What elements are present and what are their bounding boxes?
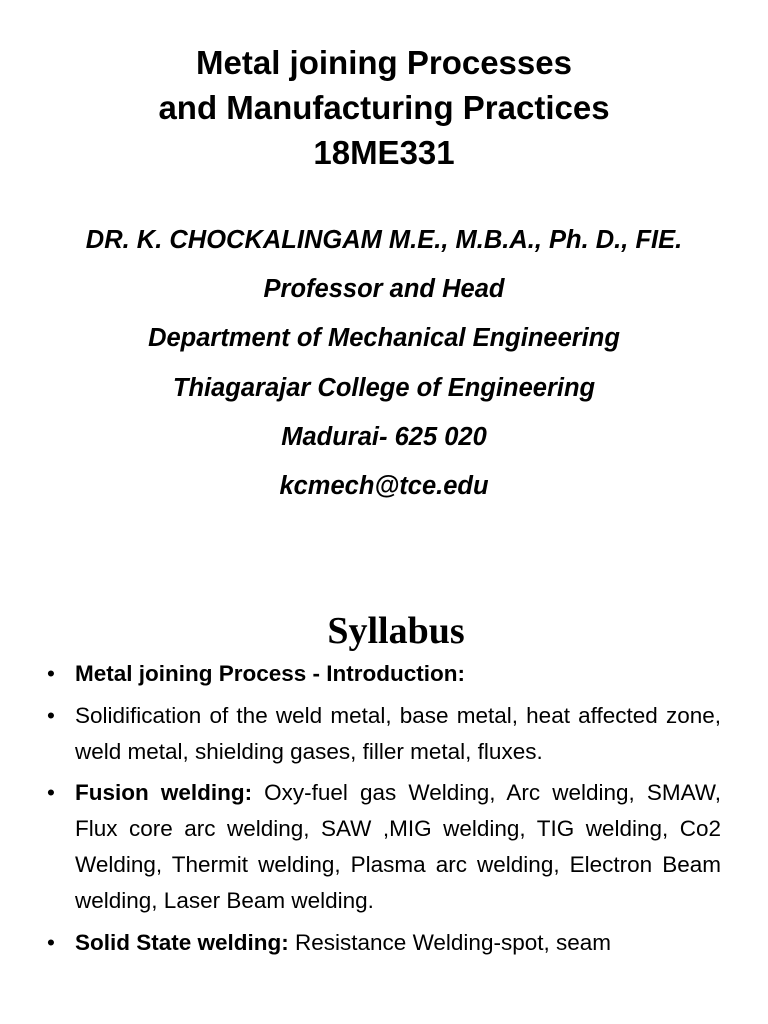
- bullet-icon: •: [47, 702, 55, 728]
- syllabus-item-text: Oxy-fuel gas Welding, Arc welding, SMAW, Flux core arc welding, SAW ,MIG welding, TIG welding, Co2 Welding, Thermit welding, Plasma arc welding, Electron Beam welding, Laser Beam welding.: [75, 780, 722, 913]
- course-title-line-2: and Manufacturing Practices: [158, 89, 610, 126]
- syllabus-item: [0, 775, 768, 918]
- syllabus-item-heading: Metal joining Process - Introduction:: [75, 661, 466, 686]
- course-title-line-1: Metal joining Processes: [196, 44, 572, 81]
- syllabus-item: [0, 925, 768, 961]
- syllabus-item-heading: Solid State welding:: [75, 929, 289, 955]
- syllabus-item-heading: Fusion welding:: [75, 780, 253, 806]
- bullet-icon: •: [47, 661, 55, 686]
- bullet-icon: •: [47, 780, 55, 806]
- syllabus-item: [0, 656, 768, 692]
- syllabus-list: [0, 656, 768, 966]
- author-email: kcmech@tce.edu: [279, 472, 489, 501]
- course-code: 18ME331: [313, 134, 455, 171]
- syllabus-item-text: Solidification of the weld metal, base metal, heat affected zone, weld metal, shielding gases, filler metal, fluxes.: [75, 702, 721, 764]
- syllabus-heading: Syllabus: [327, 610, 465, 652]
- author-department: Department of Mechanical Engineering: [148, 324, 620, 353]
- syllabus-item-text: Resistance Welding-spot, seam: [288, 929, 611, 955]
- syllabus-item: [0, 698, 768, 770]
- author-college: Thiagarajar College of Engineering: [172, 373, 596, 402]
- course-title: [0, 40, 768, 175]
- author-designation: Professor and Head: [263, 275, 505, 304]
- author-name: DR. K. CHOCKALINGAM M.E., M.B.A., Ph. D., FIE.: [85, 226, 683, 254]
- author-block: [0, 216, 768, 511]
- author-address: Madurai- 625 020: [281, 422, 487, 451]
- syllabus-slide: [0, 555, 768, 1024]
- bullet-icon: •: [47, 929, 55, 955]
